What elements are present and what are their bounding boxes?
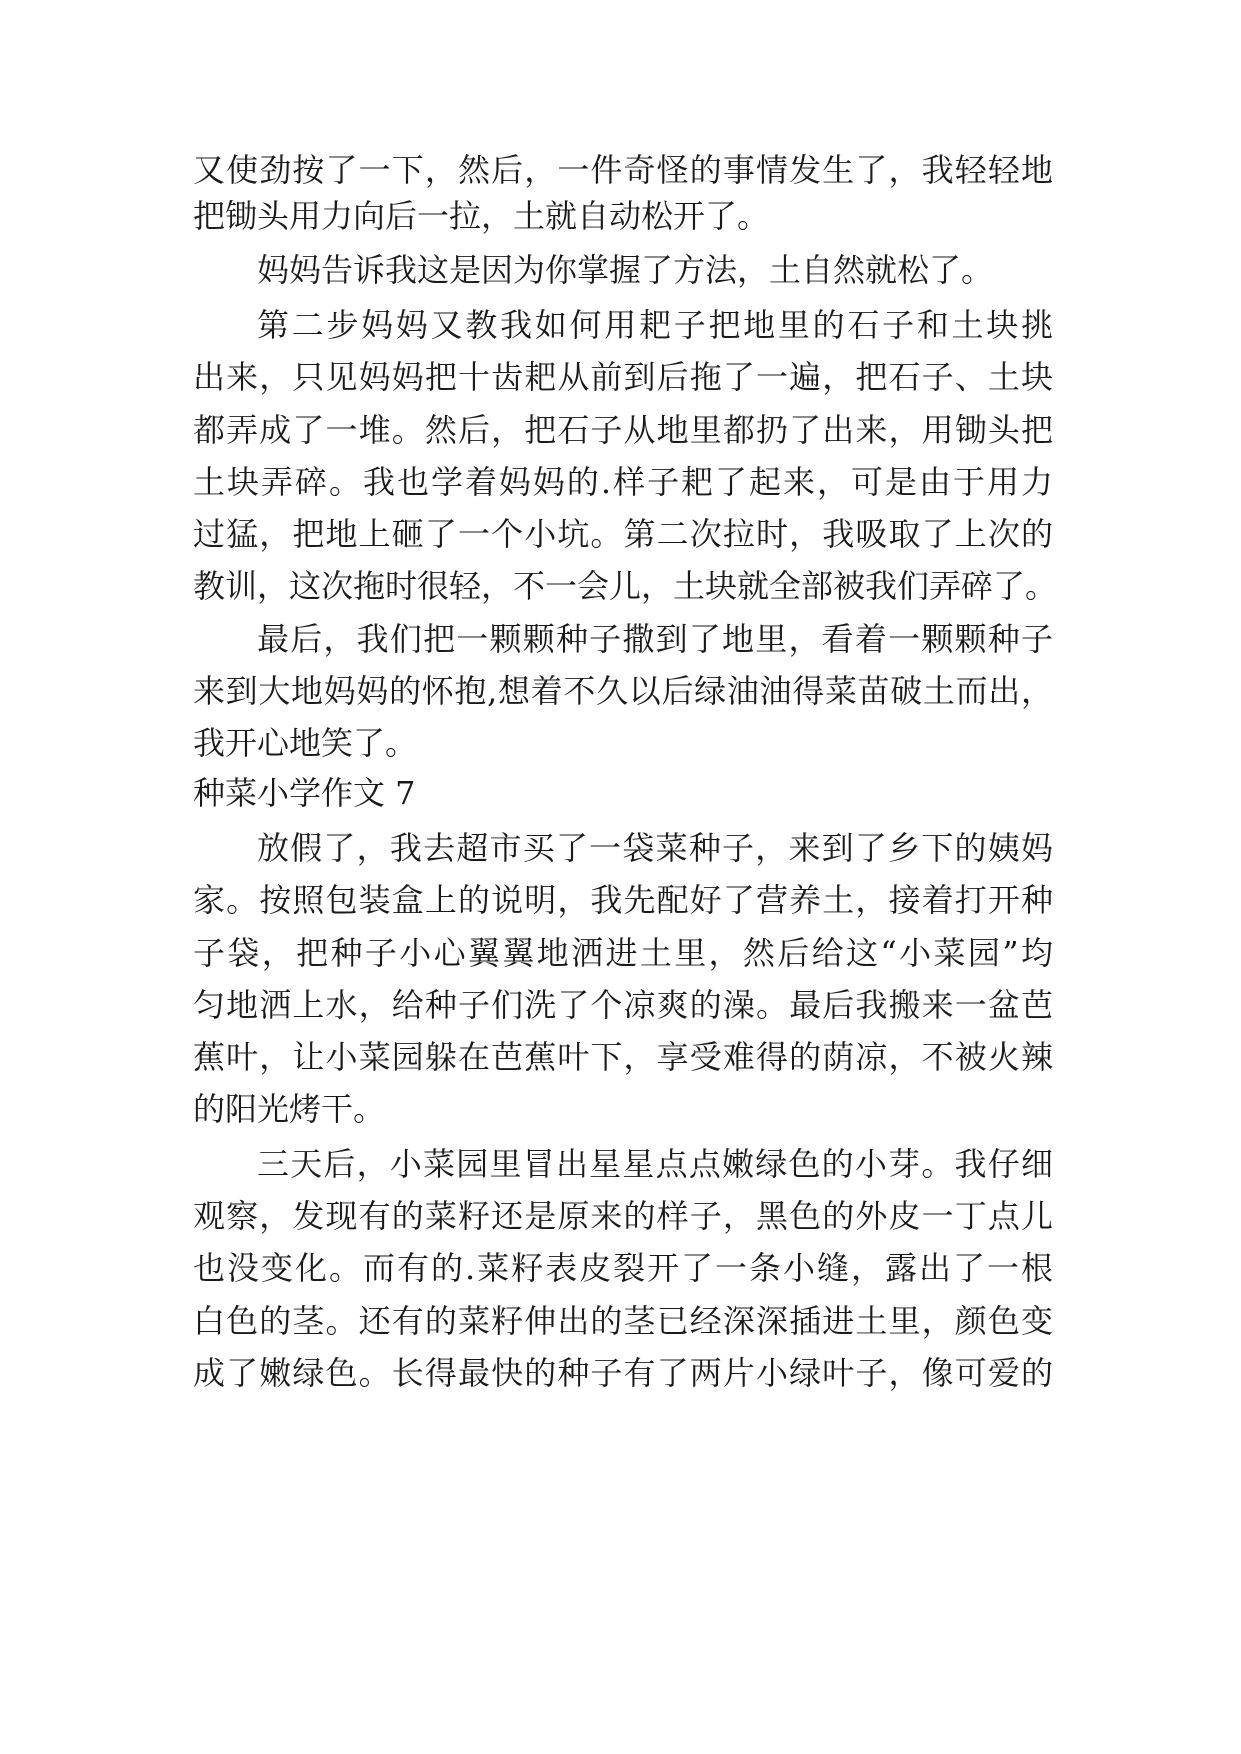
- section-heading: 种菜小学作文 7: [193, 774, 416, 812]
- text-line: 又使劲按了一下，然后，一件奇怪的事情发生了，我轻轻地: [193, 151, 1053, 189]
- text-line: 匀地洒上水，给种子们洗了个凉爽的澡。最后我搬来一盆芭: [193, 986, 1053, 1024]
- text-line: 观察，发现有的菜籽还是原来的样子，黑色的外皮一丁点儿: [193, 1197, 1053, 1235]
- text-line: 蕉叶，让小菜园躲在芭蕉叶下，享受难得的荫凉，不被火辣: [193, 1038, 1053, 1076]
- text-line: 妈妈告诉我这是因为你掌握了方法，土自然就松了。: [257, 251, 994, 289]
- text-line: 家。按照包装盒上的说明，我先配好了营养土，接着打开种: [193, 881, 1053, 919]
- text-line: 也没变化。而有的.菜籽表皮裂开了一条小缝，露出了一根: [193, 1249, 1053, 1287]
- text-line: 三天后，小菜园里冒出星星点点嫩绿色的小芽。我仔细: [257, 1145, 1053, 1183]
- text-line: 都弄成了一堆。然后，把石子从地里都扔了出来，用锄头把: [193, 411, 1053, 449]
- text-line: 过猛，把地上砸了一个小坑。第二次拉时，我吸取了上次的: [193, 515, 1053, 553]
- text-line: 教训，这次拖时很轻，不一会儿，土块就全部被我们弄碎了。: [193, 567, 1058, 605]
- text-line: 把锄头用力向后一拉，土就自动松开了。: [193, 197, 770, 235]
- text-line: 成了嫩绿色。长得最快的种子有了两片小绿叶子，像可爱的: [193, 1354, 1053, 1392]
- text-line: 我开心地笑了。: [193, 724, 418, 762]
- text-line: 的阳光烤干。: [193, 1090, 386, 1128]
- text-line: 第二步妈妈又教我如何用耙子把地里的石子和土块挑: [257, 306, 1053, 344]
- text-line: 土块弄碎。我也学着妈妈的.样子耙了起来，可是由于用力: [193, 463, 1053, 501]
- text-line: 白色的茎。还有的菜籽伸出的茎已经深深插进土里，颜色变: [193, 1302, 1053, 1340]
- text-line: 子袋，把种子小心翼翼地洒进土里，然后给这“小菜园”均: [193, 934, 1053, 972]
- text-line: 出来，只见妈妈把十齿耙从前到后拖了一遍，把石子、土块: [193, 358, 1053, 396]
- text-line: 放假了，我去超市买了一袋菜种子，来到了乡下的姨妈: [257, 829, 1053, 867]
- text-line: 来到大地妈妈的怀抱,想着不久以后绿油油得菜苗破土而出，: [193, 672, 1053, 710]
- text-line: 最后，我们把一颗颗种子撒到了地里，看着一颗颗种子: [257, 620, 1053, 658]
